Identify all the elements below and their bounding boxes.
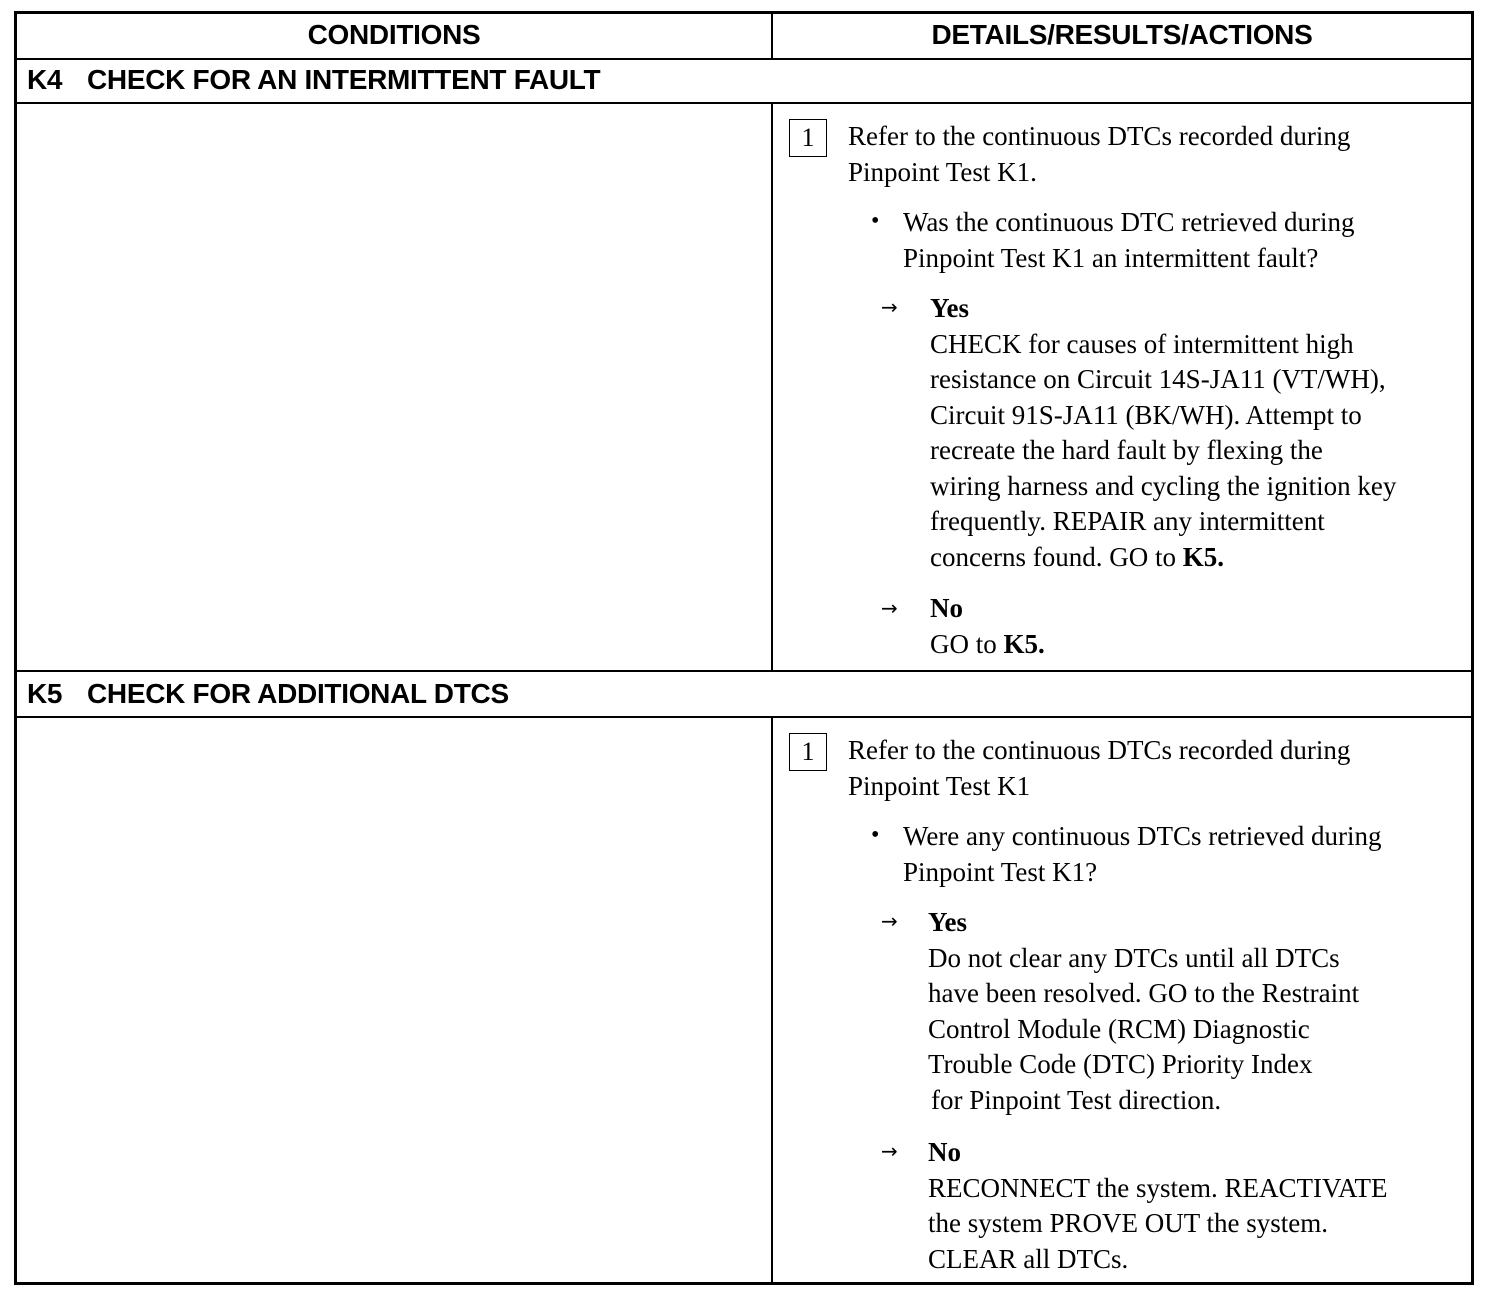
yes-label: Yes [930, 293, 969, 323]
conditions-cell [17, 718, 773, 1282]
section-code: K4 [27, 64, 63, 95]
step-instruction: Refer to the continuous DTCs recorded during Pinpoint Test K1 [848, 735, 1351, 801]
section-heading: CHECK FOR AN INTERMITTENT FAULT [87, 64, 601, 95]
section-title-k4 [17, 58, 1471, 104]
diagnostic-table [14, 11, 1474, 1285]
conditions-column-header: CONDITIONS [17, 14, 773, 58]
step-number-box: 1 [789, 119, 827, 157]
arrow-right-icon: → [881, 295, 898, 319]
bullet-icon: • [871, 822, 880, 848]
bullet-icon: • [871, 208, 880, 234]
no-label: No [930, 593, 963, 623]
section-body-k4 [17, 104, 1471, 670]
step-question: Were any continuous DTCs retrieved during Pinpoint Test K1? [903, 821, 1382, 887]
goto-step-link: K5. [1003, 628, 1045, 659]
step-instruction: Refer to the continuous DTCs recorded during Pinpoint Test K1. [848, 121, 1351, 187]
yes-result: Yes Do not clear any DTCs until all DTCs have been resolved. GO to the Restraint Control Module (RCM) Diagnostic Trouble Code (DTC) Priority Index for Pinpoint Test direction. [928, 907, 1360, 1115]
no-result: No RECONNECT the system. REACTIVATE the system PROVE OUT the system. CLEAR all DTCs. [928, 1137, 1388, 1274]
section-body-k5 [17, 718, 1471, 1282]
details-column-header: DETAILS/RESULTS/ACTIONS [931, 19, 1313, 50]
arrow-right-icon: → [881, 596, 898, 620]
step-number-box: 1 [789, 733, 827, 771]
no-label: No [928, 1137, 961, 1167]
step-question: Was the continuous DTC retrieved during Pinpoint Test K1 an intermittent fault? [903, 207, 1355, 273]
section-code: K5 [27, 678, 63, 709]
goto-step-link: K5. [1182, 541, 1224, 572]
table-header [17, 14, 1471, 60]
arrow-right-icon: → [881, 1139, 898, 1163]
conditions-cell [17, 104, 773, 670]
arrow-right-icon: → [881, 909, 898, 933]
yes-result: Yes CHECK for causes of intermittent high resistance on Circuit 14S-JA11 (VT/WH), Circuit 91S-JA11 (BK/WH). Attempt to recreate the hard fault by flexing the wiring harness and cycling the ignition key frequently. REPAIR any intermittent concerns found. GO to K5. [930, 293, 1397, 572]
details-cell [773, 104, 1471, 670]
no-result: No GO to K5. [930, 593, 1045, 659]
details-cell [773, 718, 1471, 1282]
section-heading: CHECK FOR ADDITIONAL DTCS [87, 678, 509, 709]
yes-label: Yes [928, 907, 967, 937]
section-title-k5 [17, 672, 1471, 718]
